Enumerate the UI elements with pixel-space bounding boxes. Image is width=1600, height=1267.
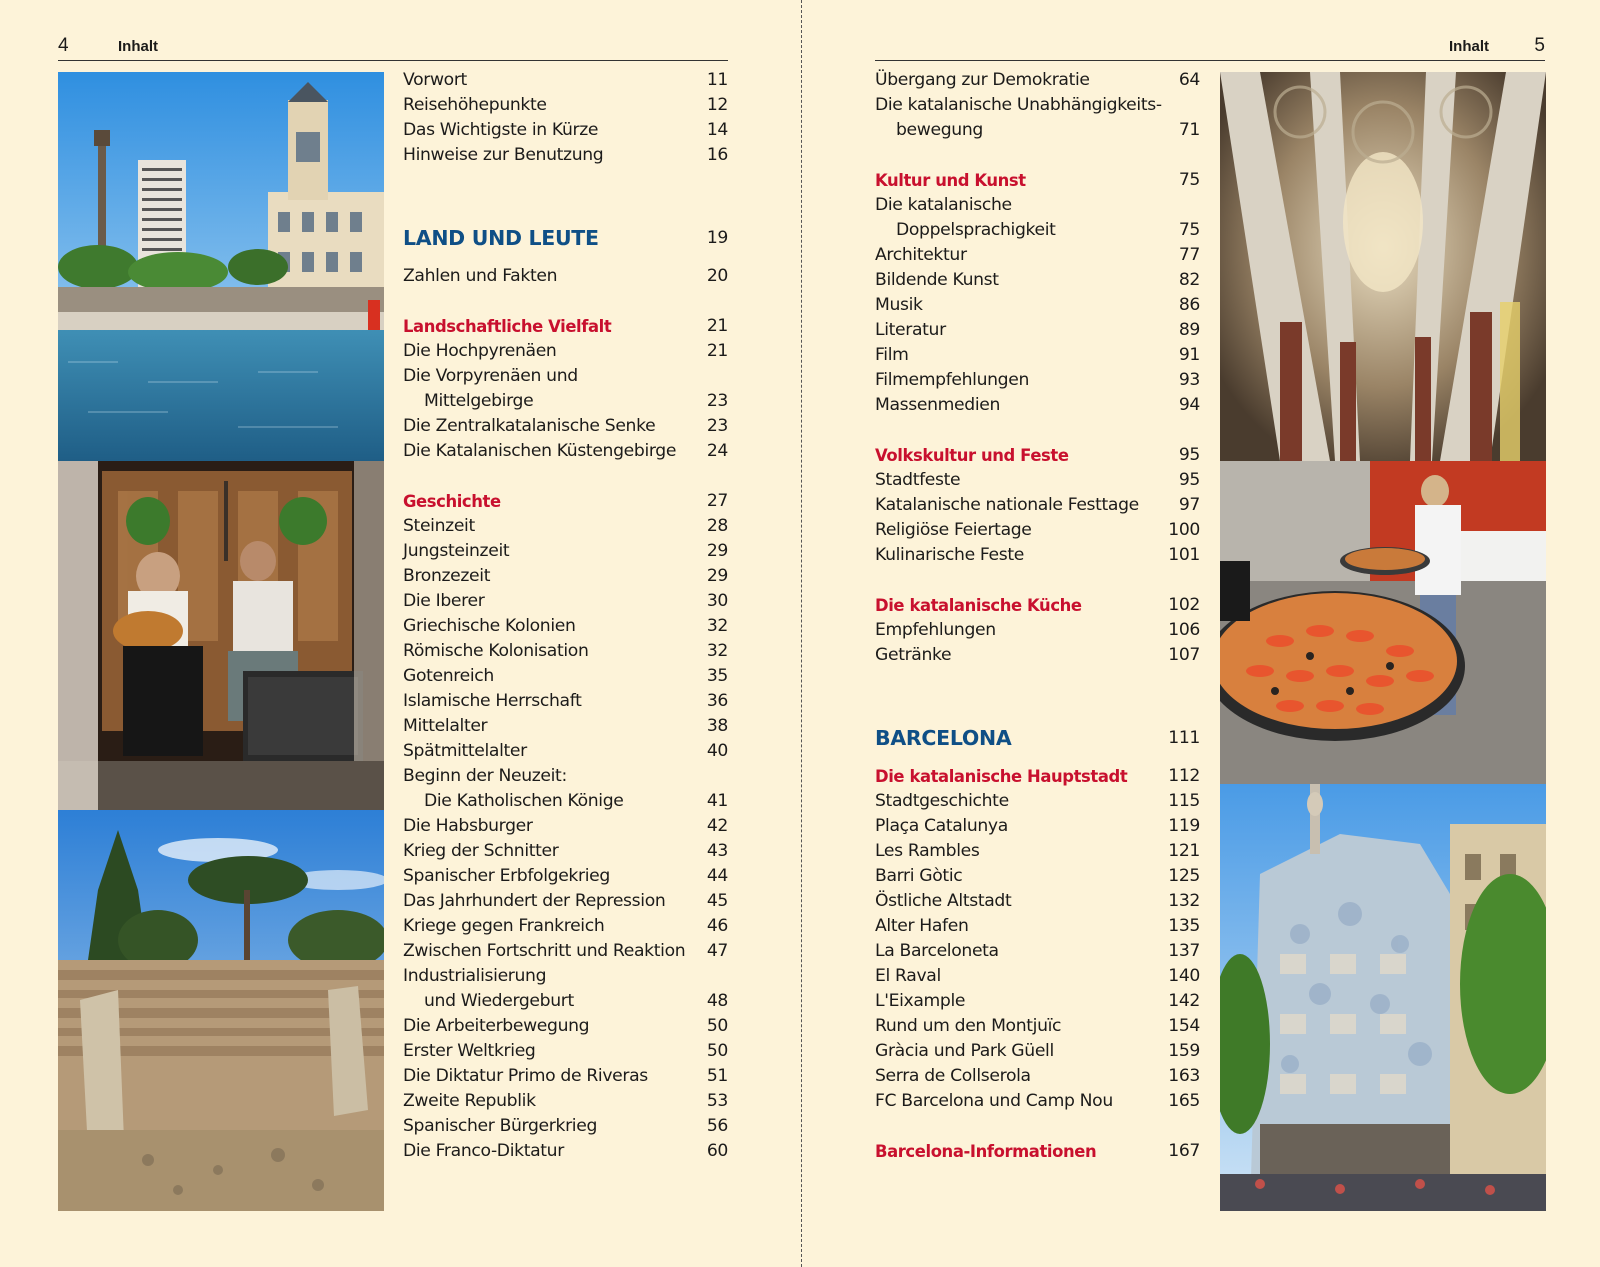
toc-entry[interactable]: Die Franco-Diktatur 60 xyxy=(403,1141,728,1161)
toc-entry[interactable]: Kriege gegen Frankreich 46 xyxy=(403,916,728,936)
toc-entry[interactable]: Griechische Kolonien 32 xyxy=(403,616,728,636)
toc-entry[interactable]: Die katalanische xyxy=(875,195,1012,215)
header-title: Inhalt xyxy=(1449,38,1489,55)
toc-entry[interactable]: Katalanische nationale Festtage 97 xyxy=(875,495,1200,515)
toc-entry[interactable]: Gràcia und Park Güell 159 xyxy=(875,1041,1200,1061)
toc-entry[interactable]: L'Eixample 142 xyxy=(875,991,1200,1011)
toc-entry[interactable]: Beginn der Neuzeit: xyxy=(403,766,567,786)
toc-entry[interactable]: Bronzezeit 29 xyxy=(403,566,728,586)
spacer xyxy=(875,568,1200,593)
toc-entry[interactable]: Musik 86 xyxy=(875,295,1200,315)
toc-entry[interactable]: Die Diktatur Primo de Riveras 51 xyxy=(403,1066,728,1086)
toc-right xyxy=(875,68,1200,1164)
toc-entry[interactable]: Gotenreich 35 xyxy=(403,666,728,686)
spacer xyxy=(875,418,1200,443)
toc-entry[interactable]: Literatur 89 xyxy=(875,320,1200,340)
toc-entry[interactable]: Steinzeit 28 xyxy=(403,516,728,536)
toc-entry[interactable]: Plaça Catalunya 119 xyxy=(875,816,1200,836)
toc-entry[interactable]: Die katalanische Unabhängigkeits- xyxy=(875,95,1162,115)
spacer xyxy=(875,143,1200,168)
toc-entry[interactable]: Das Jahrhundert der Repression 45 xyxy=(403,891,728,911)
toc-entry[interactable]: Vorwort 11 xyxy=(403,70,728,90)
toc-entry[interactable]: Jungsteinzeit 29 xyxy=(403,541,728,561)
toc-entry[interactable]: Hinweise zur Benutzung 16 xyxy=(403,145,728,165)
toc-entry[interactable]: Massenmedien 94 xyxy=(875,395,1200,415)
photo-harbour-columbus xyxy=(58,72,384,461)
page-number: 4 xyxy=(58,35,69,56)
toc-entry[interactable]: Islamische Herrschaft 36 xyxy=(403,691,728,711)
toc-entry[interactable]: Bildende Kunst 82 xyxy=(875,270,1200,290)
photo-sagrada-familia-interior xyxy=(1220,72,1546,461)
toc-entry[interactable]: Die Vorpyrenäen und xyxy=(403,366,578,386)
toc-entry[interactable]: Stadtgeschichte 115 xyxy=(875,791,1200,811)
running-head xyxy=(58,34,728,61)
spacer xyxy=(403,289,728,314)
toc-entry[interactable]: La Barceloneta 137 xyxy=(875,941,1200,961)
header-title: Inhalt xyxy=(118,38,158,55)
toc-entry[interactable]: Serra de Collserola 163 xyxy=(875,1066,1200,1086)
toc-entry[interactable]: Spanischer Erbfolgekrieg 44 xyxy=(403,866,728,886)
toc-entry[interactable]: Mittelgebirge 23 xyxy=(424,391,728,411)
photo-iberian-ruins xyxy=(58,810,384,1211)
toc-entry[interactable]: Übergang zur Demokratie 64 xyxy=(875,70,1200,90)
toc-entry[interactable]: Römische Kolonisation 32 xyxy=(403,641,728,661)
toc-entry[interactable]: Die Katalanischen Küstengebirge 24 xyxy=(403,441,728,461)
toc-entry[interactable]: Stadtfeste 95 xyxy=(875,470,1200,490)
page-number: 5 xyxy=(1534,35,1545,56)
toc-left xyxy=(403,68,728,1164)
toc-section-heading[interactable]: Kultur und Kunst 75 xyxy=(875,170,1200,190)
toc-entry[interactable]: Mittelalter 38 xyxy=(403,716,728,736)
toc-entry[interactable]: Filmempfehlungen 93 xyxy=(875,370,1200,390)
toc-entry[interactable]: Das Wichtigste in Kürze 14 xyxy=(403,120,728,140)
toc-entry[interactable]: Doppelsprachigkeit 75 xyxy=(896,220,1200,240)
toc-entry[interactable]: Religiöse Feiertage 100 xyxy=(875,520,1200,540)
toc-entry[interactable]: FC Barcelona und Camp Nou 165 xyxy=(875,1091,1200,1111)
spacer xyxy=(875,1114,1200,1139)
toc-entry[interactable]: bewegung 71 xyxy=(896,120,1200,140)
photo-casa-batllo xyxy=(1220,784,1546,1211)
toc-entry[interactable]: Architektur 77 xyxy=(875,245,1200,265)
toc-entry[interactable]: Spanischer Bürgerkrieg 56 xyxy=(403,1116,728,1136)
spacer xyxy=(403,168,728,218)
toc-section-heading[interactable]: Landschaftliche Vielfalt 21 xyxy=(403,316,728,336)
toc-entry[interactable]: Östliche Altstadt 132 xyxy=(875,891,1200,911)
toc-part-heading[interactable]: LAND UND LEUTE 19 xyxy=(403,226,728,250)
toc-section-heading[interactable]: Barcelona-Informationen 167 xyxy=(875,1141,1200,1161)
toc-section-heading[interactable]: Die katalanische Küche 102 xyxy=(875,595,1200,615)
toc-entry[interactable]: Die Hochpyrenäen 21 xyxy=(403,341,728,361)
toc-entry[interactable]: Getränke 107 xyxy=(875,645,1200,665)
toc-entry[interactable]: Die Iberer 30 xyxy=(403,591,728,611)
toc-entry[interactable]: Die Katholischen Könige 41 xyxy=(424,791,728,811)
spacer xyxy=(403,464,728,489)
toc-entry[interactable]: Erster Weltkrieg 50 xyxy=(403,1041,728,1061)
toc-entry[interactable]: Zweite Republik 53 xyxy=(403,1091,728,1111)
right-page xyxy=(800,0,1600,1267)
toc-entry[interactable]: Les Rambles 121 xyxy=(875,841,1200,861)
toc-section-heading[interactable]: Die katalanische Hauptstadt 112 xyxy=(875,766,1200,786)
toc-section-heading[interactable]: Geschichte 27 xyxy=(403,491,728,511)
toc-entry[interactable]: Industrialisierung xyxy=(403,966,547,986)
toc-entry[interactable]: Zwischen Fortschritt und Reaktion 47 xyxy=(403,941,728,961)
toc-entry[interactable]: Film 91 xyxy=(875,345,1200,365)
toc-entry[interactable]: Die Habsburger 42 xyxy=(403,816,728,836)
toc-entry[interactable]: Alter Hafen 135 xyxy=(875,916,1200,936)
spacer xyxy=(875,668,1200,718)
toc-entry[interactable]: Die Zentralkatalanische Senke 23 xyxy=(403,416,728,436)
toc-entry[interactable]: Die Arbeiterbewegung 50 xyxy=(403,1016,728,1036)
toc-entry[interactable]: Kulinarische Feste 101 xyxy=(875,545,1200,565)
photo-paella xyxy=(1220,461,1546,784)
toc-entry[interactable]: Empfehlungen 106 xyxy=(875,620,1200,640)
toc-entry[interactable]: Reisehöhepunkte 12 xyxy=(403,95,728,115)
toc-entry[interactable]: Spätmittelalter 40 xyxy=(403,741,728,761)
toc-entry[interactable]: Krieg der Schnitter 43 xyxy=(403,841,728,861)
toc-entry[interactable]: Zahlen und Fakten 20 xyxy=(403,266,728,286)
toc-entry[interactable]: El Raval 140 xyxy=(875,966,1200,986)
toc-section-heading[interactable]: Volkskultur und Feste 95 xyxy=(875,445,1200,465)
toc-part-heading[interactable]: BARCELONA 111 xyxy=(875,726,1200,750)
photo-musicians xyxy=(58,461,384,810)
running-head xyxy=(875,34,1545,61)
toc-entry[interactable]: Rund um den Montjuïc 154 xyxy=(875,1016,1200,1036)
toc-entry[interactable]: und Wiedergeburt 48 xyxy=(424,991,728,1011)
toc-entry[interactable]: Barri Gòtic 125 xyxy=(875,866,1200,886)
